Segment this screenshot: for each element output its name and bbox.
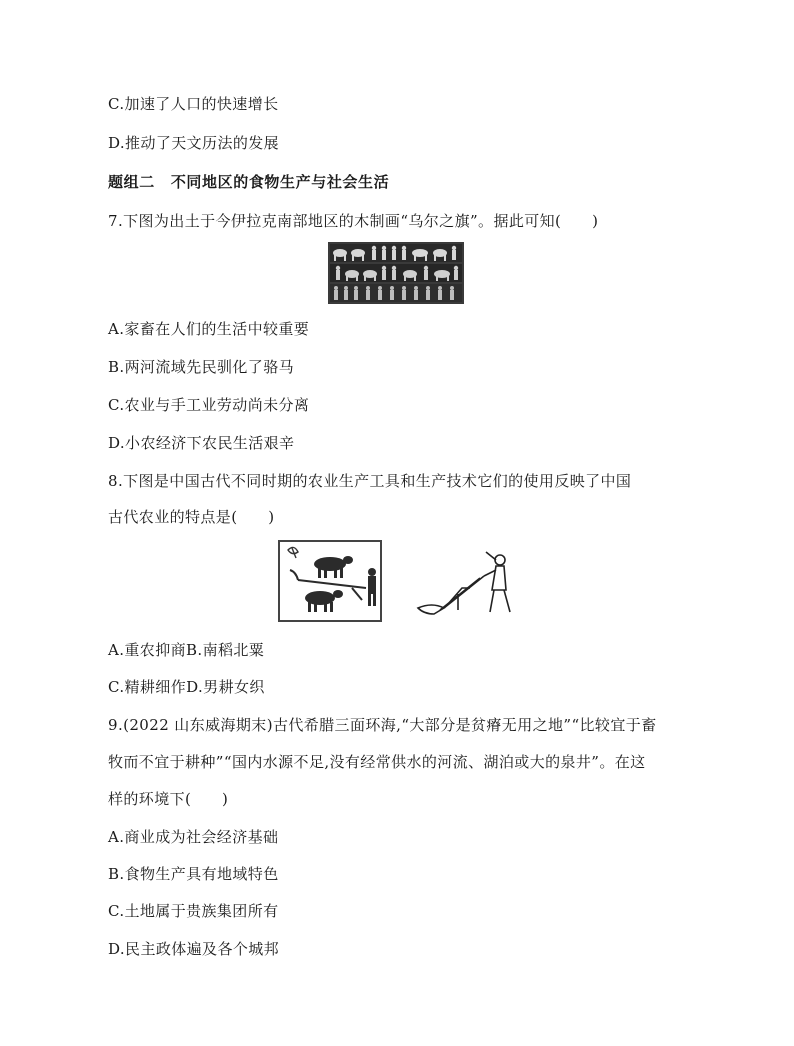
q9-option-c: C.土地属于贵族集团所有	[108, 902, 279, 920]
q9-stem-line2: 牧而不宜于耕种”“国内水源不足,没有经常供水的河流、湖泊或大的泉井”。在这	[108, 753, 646, 771]
q8-options-line2: C.精耕细作D.男耕女织	[108, 678, 265, 696]
q7-option-b: B.两河流域先民驯化了骆马	[108, 358, 294, 376]
q7-option-d: D.小农经济下农民生活艰辛	[108, 434, 295, 452]
q9-option-b: B.食物生产具有地域特色	[108, 865, 279, 883]
q9-stem-line3: 样的环境下( )	[108, 790, 229, 808]
q7-option-c: C.农业与手工业劳动尚未分离	[108, 396, 310, 414]
q9-option-a: A.商业成为社会经济基础	[108, 828, 279, 846]
q7-stem: 7.下图为出土于今伊拉克南部地区的木制画“乌尔之旗”。据此可知( )	[108, 212, 599, 230]
q6-option-c: C.加速了人口的快速增长	[108, 95, 279, 113]
q8-options-line1: A.重农抑商B.南稻北粟	[108, 641, 265, 659]
ox-plowing-icon	[278, 540, 382, 622]
man-plow-icon	[414, 548, 520, 620]
q6-option-d: D.推动了天文历法的发展	[108, 134, 280, 152]
section-heading	[108, 172, 389, 192]
q7-option-a: A.家畜在人们的生活中较重要	[108, 320, 310, 338]
q8-stem-line2: 古代农业的特点是( )	[108, 508, 275, 526]
q8-stem-line1: 8.下图是中国古代不同时期的农业生产工具和生产技术它们的使用反映了中国	[108, 472, 632, 490]
q9-stem-line1: 9.(2022 山东威海期末)古代希腊三面环海,“大部分是贫瘠无用之地”“比较宜于畜	[108, 716, 657, 734]
standard-of-ur-icon	[328, 242, 464, 304]
q9-option-d: D.民主政体遍及各个城邦	[108, 940, 280, 958]
section-label: 题组二	[108, 173, 155, 191]
section-title: 不同地区的食物生产与社会生活	[170, 173, 390, 191]
